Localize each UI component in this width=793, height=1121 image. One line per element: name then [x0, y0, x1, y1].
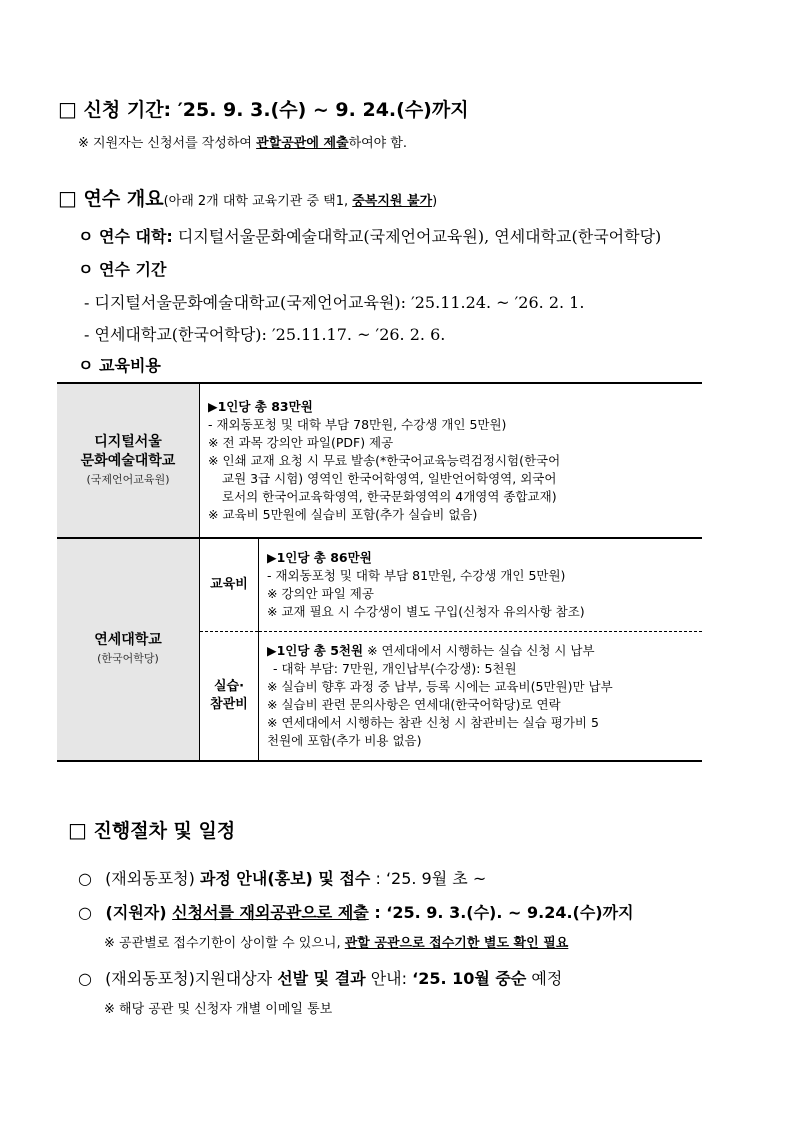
- dsu-name-line2: 문화예술대학교: [80, 452, 176, 469]
- training-period-yonsei: - 연세대학교(한국어학당): ′25.11.17. ~ ′26. 2. 6.: [84, 325, 446, 344]
- dsu-line: ※ 교육비 5만원에 실습비 포함(추가 실습비 없음): [208, 506, 478, 522]
- item1-actor: (재외동포청): [105, 869, 200, 888]
- note-text: ※ 지원자는 신청서를 작성하여: [78, 136, 257, 151]
- yonsei-practice-details: [259, 632, 703, 762]
- item2-actor: (지원자): [105, 903, 173, 922]
- dsu-institution-cell: [57, 383, 200, 538]
- circle-bullet-icon: ○: [78, 969, 92, 988]
- yonsei-practice-line: ※ 연세대에서 시행하는 참관 신청 시 참관비는 실습 평가비 5: [267, 715, 599, 730]
- category-practice: [200, 632, 259, 762]
- dsu-line: - 재외동포청 및 대학 부담 78만원, 수강생 개인 5만원): [208, 416, 507, 432]
- dsu-line: ※ 인쇄 교재 요청 시 무료 발송(*한국어교육능력검정시험(한국어: [208, 452, 561, 468]
- item2-note-emphasis: 관할 공관으로 접수기한 별도 확인 필요: [344, 936, 569, 951]
- category-practice-line2: 참관비: [210, 697, 248, 712]
- procedure-item-3-note: ※ 해당 공관 및 신청자 개별 이메일 통보: [104, 1002, 333, 1017]
- category-tuition: 교육비: [200, 538, 259, 632]
- fee-table: [57, 382, 702, 762]
- yonsei-tuition-line: ※ 교재 필요 시 수강생이 별도 구입(신청자 유의사항 참조): [267, 604, 585, 619]
- dsu-cost-details: [200, 383, 703, 538]
- note-emphasis: 관할공관에 제출: [256, 136, 349, 151]
- univ-label: ㅇ 연수 대학:: [78, 227, 173, 246]
- category-practice-line1: 실습·: [213, 679, 245, 694]
- yonsei-tuition-total: ▶1인당 총 86만원: [267, 550, 372, 565]
- training-period-dsu: - 디지털서울문화예술대학교(국제언어교육원): ′25.11.24. ~ ′26. 2. 1.: [84, 293, 585, 312]
- item3-action: 선발 및 결과: [277, 969, 366, 988]
- training-cost-label: ㅇ 교육비용: [78, 356, 161, 375]
- item2-action: 신청서를 재외공관으로 제출: [172, 903, 369, 922]
- yonsei-practice-line: - 대학 부담: 7만원, 개인납부(수강생): 5천원: [273, 661, 517, 676]
- procedure-item-2-note: [104, 932, 568, 951]
- training-university: [78, 224, 661, 247]
- section-training-overview: [58, 184, 437, 211]
- note-suffix: 하여야 함.: [348, 136, 408, 151]
- procedure-item-1: [78, 866, 486, 889]
- yonsei-practice-line: 천원에 포함(추가 비용 없음): [267, 733, 422, 748]
- item3-actor: (재외동포청)지원대상자: [105, 969, 278, 988]
- item2-date: : ‘25. 9. 3.(수). ~ 9.24.(수)까지: [368, 903, 634, 922]
- yonsei-tuition-line: - 재외동포청 및 대학 부담 81만원, 수강생 개인 5만원): [267, 568, 566, 583]
- dsu-total: ▶1인당 총 83만원: [208, 398, 313, 414]
- yonsei-name: 연세대학교: [94, 632, 162, 648]
- training-period-label: ㅇ 연수 기간: [78, 260, 167, 279]
- yonsei-tuition-line: ※ 강의안 파일 제공: [267, 586, 374, 601]
- table-row-dsu: [57, 383, 702, 538]
- circle-bullet-icon: ○: [78, 869, 92, 888]
- dsu-line: ※ 전 과목 강의안 파일(PDF) 제공: [208, 434, 394, 450]
- application-note: [78, 132, 407, 151]
- item3-label: 안내:: [365, 969, 413, 988]
- item1-action: 과정 안내(홍보) 및 접수: [199, 869, 371, 888]
- yonsei-practice-total: ▶1인당 총 5천원: [267, 643, 364, 658]
- yonsei-practice-line: ※ 실습비 관련 문의사항은 연세대(한국어학당)로 연락: [267, 697, 561, 712]
- checkbox-square-icon: □: [58, 186, 77, 210]
- procedure-title: 진행절차 및 일정: [93, 820, 236, 842]
- univ-value: 디지털서울문화예술대학교(국제언어교육원), 연세대학교(한국어학당): [172, 227, 662, 246]
- application-period-title: 신청 기간: ′25. 9. 3.(수) ~ 9. 24.(수)까지: [83, 99, 469, 121]
- yonsei-tuition-details: [259, 538, 703, 632]
- overview-paren-emphasis: 중복지원 불가: [352, 194, 433, 209]
- yonsei-practice-line: ※ 실습비 향후 과정 중 납부, 등록 시에는 교육비(5만원)만 납부: [267, 679, 613, 694]
- dsu-subname: (국제언어교육원): [86, 472, 170, 486]
- item2-note-text: ※ 공관별로 접수기한이 상이할 수 있으니,: [104, 936, 345, 951]
- overview-paren-end: ): [432, 194, 438, 209]
- item1-date: : ‘25. 9월 초 ~: [370, 869, 487, 888]
- section-application-period: [58, 95, 469, 122]
- checkbox-square-icon: □: [68, 818, 87, 842]
- dsu-line: 교원 3급 시험) 영역인 한국어학영역, 일반언어학영역, 외국어: [222, 470, 557, 486]
- yonsei-practice-note: ※ 연세대에서 시행하는 실습 신청 시 납부: [363, 643, 595, 658]
- overview-paren: (아래 2개 대학 교육기관 중 택1,: [163, 194, 353, 209]
- procedure-item-2: [78, 900, 634, 923]
- item3-date: ‘25. 10월 중순: [412, 969, 527, 988]
- circle-bullet-icon: ○: [78, 903, 92, 922]
- yonsei-institution-cell: [57, 538, 200, 761]
- item3-suffix: 예정: [526, 969, 563, 988]
- section-procedure: [68, 816, 235, 843]
- procedure-item-3: [78, 966, 562, 989]
- yonsei-subname: (한국어학당): [97, 652, 159, 665]
- table-row-yonsei-tuition: [57, 538, 702, 632]
- dsu-line: 로서의 한국어교육학영역, 한국문화영역의 4개영역 종합교재): [222, 488, 557, 504]
- checkbox-square-icon: □: [58, 97, 77, 121]
- dsu-name-line1: 디지털서울: [94, 433, 162, 450]
- training-overview-title: 연수 개요: [83, 188, 164, 210]
